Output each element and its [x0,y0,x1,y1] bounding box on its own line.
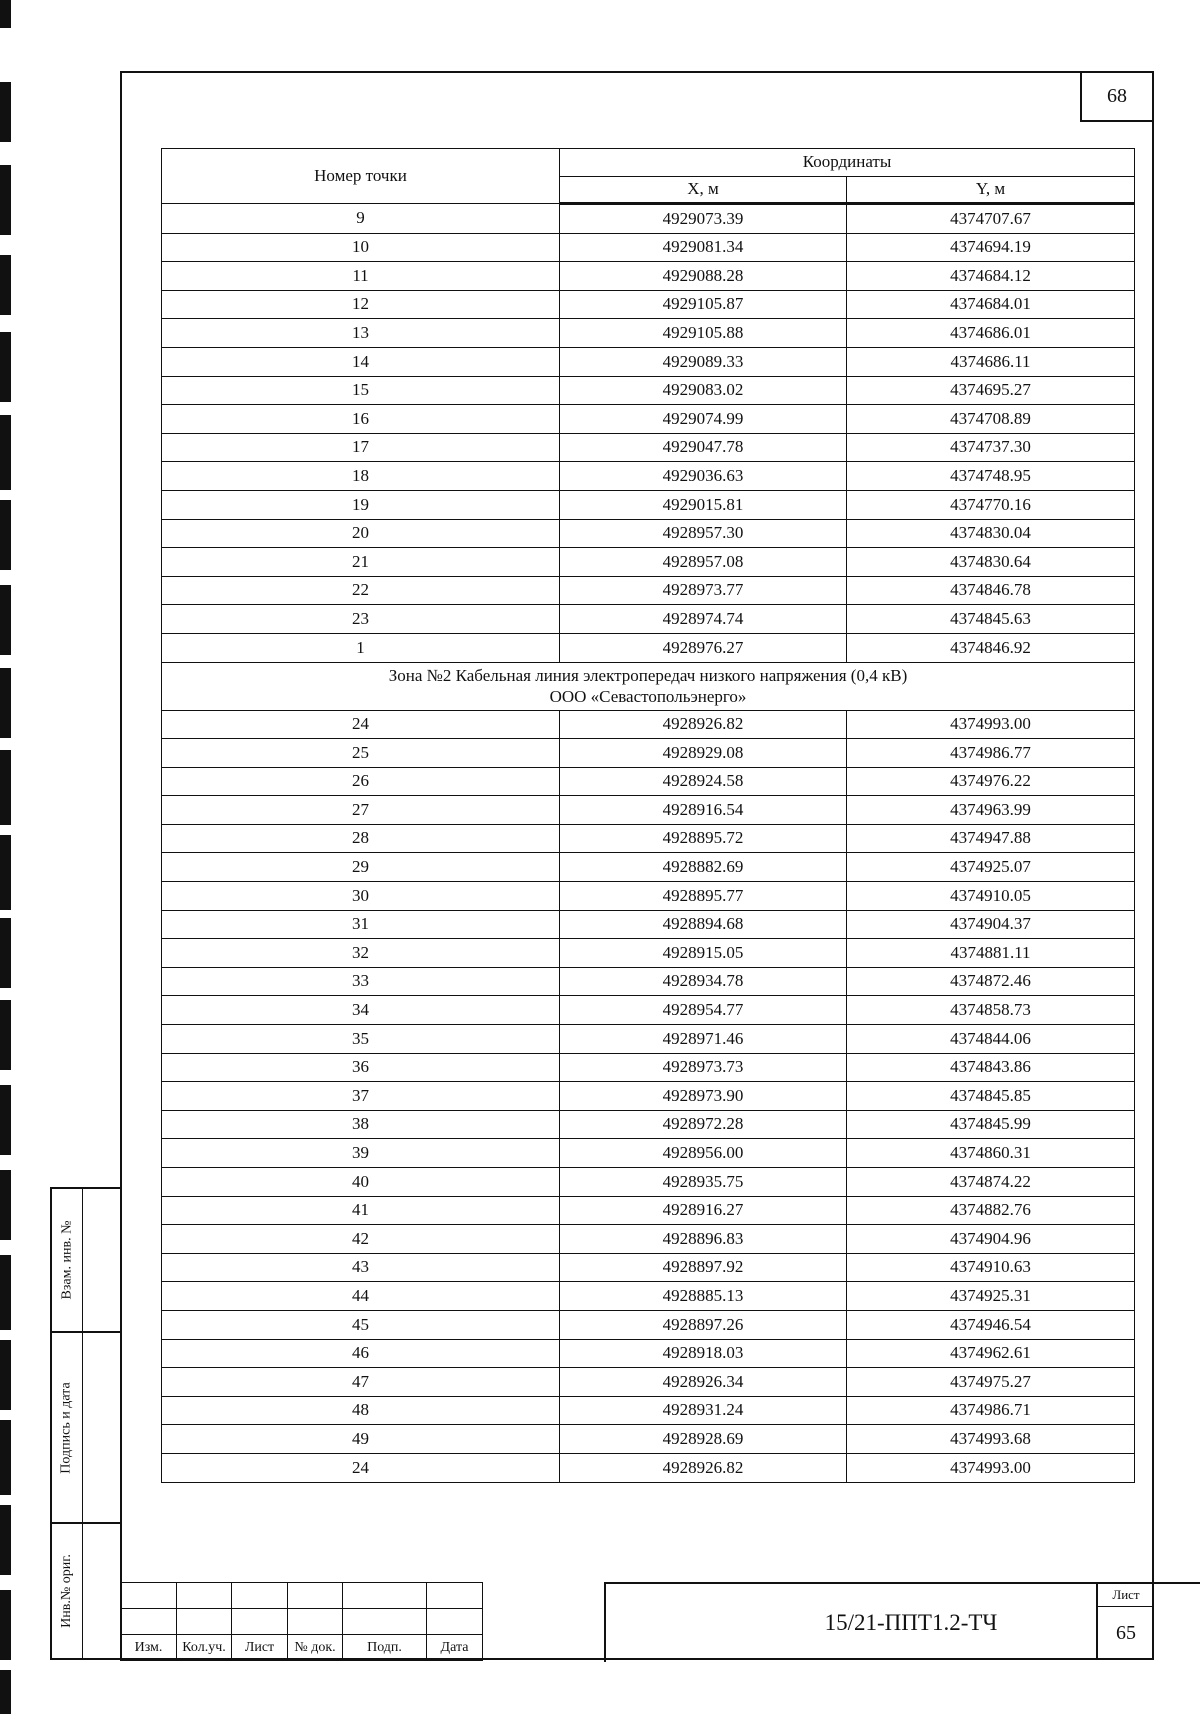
cell-y: 4374846.78 [847,576,1135,605]
cell-point-number: 12 [162,290,560,319]
binding-mark [0,82,11,142]
cell-y: 4374694.19 [847,233,1135,262]
cell-y: 4374858.73 [847,996,1135,1025]
binding-mark [0,750,11,825]
page-number-top: 68 [1080,71,1154,122]
coordinates-table [161,148,1135,1483]
col-signature: Подп. [343,1635,427,1661]
table-row [162,1225,1135,1254]
table-row [162,710,1135,739]
cell-point-number: 49 [162,1425,560,1454]
table-row [162,967,1135,996]
cell-y: 4374748.95 [847,462,1135,491]
binding-mark [0,1670,11,1714]
cell-point-number: 33 [162,967,560,996]
cell-point-number: 40 [162,1168,560,1197]
cell-point-number: 15 [162,376,560,405]
cell-x: 4929015.81 [560,490,847,519]
revision-table [120,1582,483,1661]
cell-point-number: 21 [162,548,560,577]
cell-x: 4928897.26 [560,1310,847,1339]
cell-x: 4928918.03 [560,1339,847,1368]
table-row [162,1082,1135,1111]
cell-x: 4928954.77 [560,996,847,1025]
cell-point-number: 1 [162,633,560,662]
cell-x: 4928896.83 [560,1225,847,1254]
zone-title: Зона №2 Кабельная линия электропередач низкого напряжения (0,4 кВ) [388,666,908,685]
table-body-zone2 [162,710,1135,1482]
cell-y: 4374910.05 [847,882,1135,911]
zone-owner: ООО «Севастопольэнерго» [549,687,747,706]
cell-x: 4928972.28 [560,1110,847,1139]
cell-x: 4928916.27 [560,1196,847,1225]
table-row [162,1396,1135,1425]
table-row [162,767,1135,796]
cell-y: 4374708.89 [847,405,1135,434]
cell-x: 4928915.05 [560,939,847,968]
table-row [162,739,1135,768]
table-row [162,996,1135,1025]
cell-y: 4374947.88 [847,824,1135,853]
col-doc-number: № док. [288,1635,343,1661]
cell-point-number: 27 [162,796,560,825]
cell-x: 4929036.63 [560,462,847,491]
cell-x: 4928894.68 [560,910,847,939]
binding-mark [0,500,11,570]
cell-point-number: 24 [162,1453,560,1482]
header-point-number: Номер точки [162,149,560,204]
cell-x: 4928971.46 [560,1025,847,1054]
cell-x: 4929081.34 [560,233,847,262]
table-row [162,796,1135,825]
cell-y: 4374962.61 [847,1339,1135,1368]
cell-x: 4928895.77 [560,882,847,911]
cell-x: 4928973.90 [560,1082,847,1111]
cell-point-number: 20 [162,519,560,548]
cell-x: 4929047.78 [560,433,847,462]
cell-point-number: 13 [162,319,560,348]
header-coordinates: Координаты [560,149,1135,177]
cell-y: 4374830.64 [847,548,1135,577]
cell-x: 4928926.82 [560,710,847,739]
cell-point-number: 42 [162,1225,560,1254]
side-stamp-replace-inv [50,1187,120,1333]
table-row [162,290,1135,319]
cell-point-number: 39 [162,1139,560,1168]
binding-mark [0,1420,11,1495]
title-block [120,1570,1154,1660]
binding-mark [0,1085,11,1155]
table-row [162,882,1135,911]
table-row [162,376,1135,405]
cell-point-number: 44 [162,1282,560,1311]
cell-point-number: 34 [162,996,560,1025]
cell-y: 4374830.04 [847,519,1135,548]
binding-mark [0,1000,11,1070]
cell-x: 4929105.87 [560,290,847,319]
cell-y: 4374845.99 [847,1110,1135,1139]
cell-point-number: 47 [162,1368,560,1397]
binding-mark [0,415,11,490]
table-row [162,433,1135,462]
cell-point-number: 25 [162,739,560,768]
cell-point-number: 29 [162,853,560,882]
table-row [162,633,1135,662]
binding-mark [0,0,11,28]
cell-y: 4374684.12 [847,262,1135,291]
cell-x: 4928973.73 [560,1053,847,1082]
cell-y: 4374925.31 [847,1282,1135,1311]
table-row [162,1339,1135,1368]
cell-y: 4374686.01 [847,319,1135,348]
col-list: Лист [232,1635,288,1661]
cell-y: 4374904.96 [847,1225,1135,1254]
cell-x: 4928934.78 [560,967,847,996]
table-row [162,262,1135,291]
cell-x: 4928935.75 [560,1168,847,1197]
cell-point-number: 30 [162,882,560,911]
binding-mark [0,1505,11,1575]
cell-y: 4374844.06 [847,1025,1135,1054]
table-row [162,939,1135,968]
cell-x: 4928926.34 [560,1368,847,1397]
label-replace-inv: Взам. инв. № [59,1220,74,1300]
cell-point-number: 45 [162,1310,560,1339]
table-row [162,233,1135,262]
cell-x: 4928928.69 [560,1425,847,1454]
table-row [162,462,1135,491]
table-row [162,910,1135,939]
binding-mark [0,585,11,655]
cell-x: 4928957.08 [560,548,847,577]
side-stamp-signature-date [50,1331,120,1524]
table-row [162,576,1135,605]
table-row [162,204,1135,234]
cell-y: 4374872.46 [847,967,1135,996]
cell-x: 4928885.13 [560,1282,847,1311]
cell-point-number: 35 [162,1025,560,1054]
binding-mark [0,1590,11,1660]
cell-x: 4928916.54 [560,796,847,825]
table-row [162,824,1135,853]
cell-y: 4374976.22 [847,767,1135,796]
cell-y: 4374993.00 [847,710,1135,739]
cell-x: 4929074.99 [560,405,847,434]
document-code: 15/21-ППТ1.2-ТЧ [604,1582,1200,1662]
cell-y: 4374946.54 [847,1310,1135,1339]
binding-mark [0,332,11,402]
cell-point-number: 38 [162,1110,560,1139]
cell-y: 4374882.76 [847,1196,1135,1225]
binding-mark [0,255,11,315]
binding-mark [0,1340,11,1410]
table-body-zone1 [162,204,1135,663]
cell-point-number: 26 [162,767,560,796]
table-row [162,1253,1135,1282]
cell-point-number: 17 [162,433,560,462]
cell-x: 4928976.27 [560,633,847,662]
cell-y: 4374910.63 [847,1253,1135,1282]
cell-y: 4374860.31 [847,1139,1135,1168]
cell-y: 4374963.99 [847,796,1135,825]
label-original-inv: Инв.№ ориг. [59,1554,75,1628]
cell-point-number: 48 [162,1396,560,1425]
cell-y: 4374925.07 [847,853,1135,882]
cell-y: 4374986.77 [847,739,1135,768]
cell-x: 4929105.88 [560,319,847,348]
table-row [162,405,1135,434]
zone-caption [162,662,1135,710]
sheet-label: Лист [1098,1584,1154,1607]
cell-x: 4928974.74 [560,605,847,634]
sheet-number-cell [1096,1582,1154,1660]
cell-point-number: 9 [162,204,560,234]
cell-y: 4374845.85 [847,1082,1135,1111]
cell-point-number: 16 [162,405,560,434]
cell-y: 4374993.68 [847,1425,1135,1454]
cell-point-number: 10 [162,233,560,262]
cell-x: 4928957.30 [560,519,847,548]
cell-y: 4374770.16 [847,490,1135,519]
cell-y: 4374843.86 [847,1053,1135,1082]
cell-point-number: 37 [162,1082,560,1111]
table-row [162,1310,1135,1339]
table-row [162,1282,1135,1311]
label-signature-date: Подпись и дата [59,1381,75,1474]
cell-x: 4929073.39 [560,204,847,234]
cell-y: 4374845.63 [847,605,1135,634]
sheet-number: 65 [1116,1621,1136,1644]
table-row [162,1368,1135,1397]
cell-y: 4374686.11 [847,347,1135,376]
cell-y: 4374874.22 [847,1168,1135,1197]
cell-point-number: 23 [162,605,560,634]
table-row [162,1053,1135,1082]
cell-point-number: 22 [162,576,560,605]
col-kol-uch: Кол.уч. [177,1635,232,1661]
cell-point-number: 32 [162,939,560,968]
cell-y: 4374881.11 [847,939,1135,968]
cell-point-number: 31 [162,910,560,939]
binding-mark [0,1255,11,1330]
cell-x: 4928929.08 [560,739,847,768]
table-row [162,319,1135,348]
side-stamp-original-inv [50,1522,120,1660]
table-row [162,1168,1135,1197]
table-row [162,1139,1135,1168]
cell-y: 4374684.01 [847,290,1135,319]
cell-y: 4374975.27 [847,1368,1135,1397]
col-date: Дата [427,1635,483,1661]
cell-x: 4929089.33 [560,347,847,376]
cell-point-number: 43 [162,1253,560,1282]
cell-x: 4929088.28 [560,262,847,291]
cell-point-number: 19 [162,490,560,519]
cell-x: 4928897.92 [560,1253,847,1282]
cell-x: 4928926.82 [560,1453,847,1482]
table-row [162,490,1135,519]
cell-x: 4928895.72 [560,824,847,853]
cell-y: 4374986.71 [847,1396,1135,1425]
cell-x: 4928924.58 [560,767,847,796]
cell-y: 4374904.37 [847,910,1135,939]
cell-point-number: 36 [162,1053,560,1082]
binding-mark [0,918,11,988]
col-izm: Изм. [121,1635,177,1661]
table-row [162,347,1135,376]
cell-point-number: 14 [162,347,560,376]
binding-mark [0,1170,11,1240]
table-row [162,1025,1135,1054]
cell-point-number: 28 [162,824,560,853]
table-row [162,519,1135,548]
header-x: X, м [560,177,847,204]
cell-x: 4928956.00 [560,1139,847,1168]
table-row [162,605,1135,634]
cell-y: 4374737.30 [847,433,1135,462]
table-row [162,1453,1135,1482]
cell-y: 4374846.92 [847,633,1135,662]
cell-y: 4374707.67 [847,204,1135,234]
cell-point-number: 46 [162,1339,560,1368]
table-row [162,1110,1135,1139]
binding-mark [0,165,11,235]
cell-point-number: 18 [162,462,560,491]
table-row [162,1196,1135,1225]
cell-x: 4929083.02 [560,376,847,405]
cell-point-number: 11 [162,262,560,291]
table-row [162,1425,1135,1454]
binding-mark [0,668,11,738]
cell-y: 4374993.00 [847,1453,1135,1482]
table-row [162,548,1135,577]
table-row [162,853,1135,882]
header-y: Y, м [847,177,1135,204]
cell-x: 4928882.69 [560,853,847,882]
cell-y: 4374695.27 [847,376,1135,405]
cell-x: 4928973.77 [560,576,847,605]
cell-x: 4928931.24 [560,1396,847,1425]
cell-point-number: 24 [162,710,560,739]
binding-mark [0,835,11,910]
cell-point-number: 41 [162,1196,560,1225]
